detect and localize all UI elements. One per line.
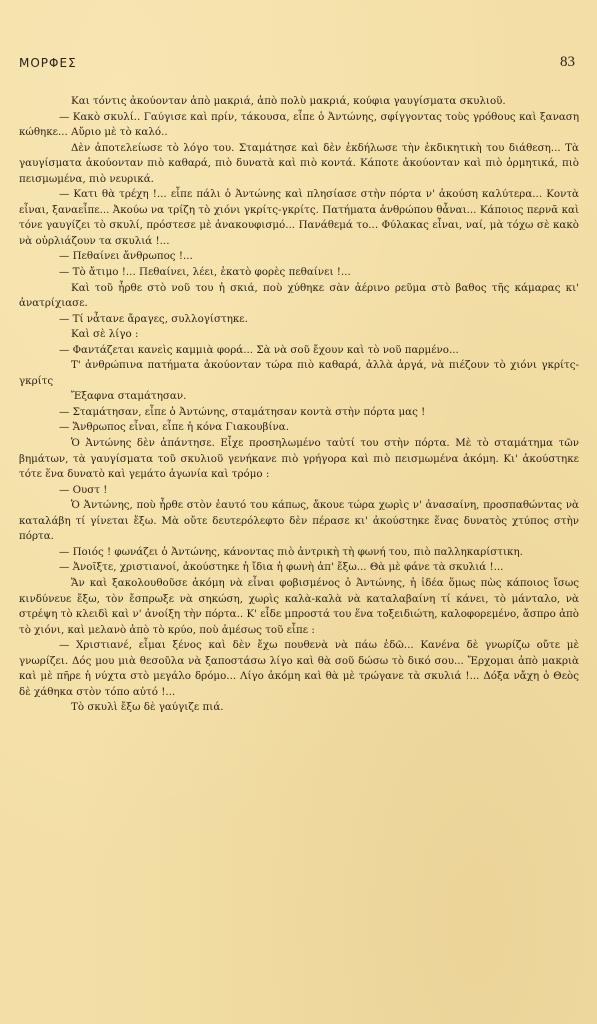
dialogue-line: — Ουστ ! bbox=[59, 483, 108, 496]
running-title: ΜΟΡΦΕΣ bbox=[19, 56, 77, 70]
paragraph: Καὶ τοῦ ἦρθε στὸ νοῦ του ἡ σκιά, ποὺ χύθηκε σὰν ἀέρινο ρεῦμα στὸ βαθος τῆς κάμαρας κι' ἀνατρίχιασε. bbox=[19, 281, 579, 310]
dialogue-line: — Ἄνθρωπος εἶναι, εἶπε ἡ κόνα Γιακουβίνα. bbox=[59, 421, 290, 434]
dialogue-line: — Τί νἆτανε ἄραγες, συλλογίστηκε. bbox=[59, 312, 248, 325]
dialogue-line: — Ἀνοῖξτε, χριστιανοί, ἀκούστηκε ἡ ἴδια ἡ φωνὴ ἀπ' ἔξω... Θὰ μὲ φάνε τὰ σκυλιά !... bbox=[59, 561, 504, 574]
dialogue-line: — Σταμάτησαν, εἶπε ὁ Ἀντώνης, σταμάτησαν κοντὰ στὴν πόρτα μας ! bbox=[59, 405, 426, 418]
paragraph: Ἔξαφνα σταμάτησαν. bbox=[71, 390, 187, 403]
body-text bbox=[19, 94, 579, 716]
dialogue-line: — Φαντάζεται κανεὶς καμμιὰ φορά... Σὰ νὰ σοῦ ἔχουν καὶ τὸ νοῦ παρμένο... bbox=[59, 343, 459, 356]
paragraph: Και τόντις ἀκούονταν ἀπὸ μακριά, ἀπὸ πολὺ μακριά, κούφια γαυγίσματα σκυλιοῦ. bbox=[71, 95, 506, 107]
page-header bbox=[19, 56, 579, 76]
paragraph: Ὁ Ἀντώνης, ποὺ ἦρθε στὸν ἑαυτό του κάπως, ἄκουε τώρα χωρὶς ν' ἀνασαίνη, προσπαθώντας νὰ καταλάβη τί γίνεται ἔξω. Μὰ οὔτε δευτερόλεφτο δὲν πέρασε κι' ἀκούστηκε ἕνας δυνατὸς χτύπος στὴν πόρτα. bbox=[19, 499, 579, 543]
dialogue-line: — Κακὸ σκυλί.. Γαύγισε καὶ πρίν, τάκουσα, εἶπε ὁ Ἀντώνης, σφίγγοντας τοὺς γρόθους καὶ ξαναση κώθηκε... Αὔριο μὲ τὸ καλό.. bbox=[19, 110, 579, 139]
paragraph: Τ' ἀνθρώπινα πατήματα ἀκούονταν τώρα πιὸ καθαρά, ἀλλὰ ἀργά, νὰ πιέζουν τὸ χιόνι γκρίτς-γκρίτς bbox=[19, 359, 579, 387]
dialogue-line: — Πεθαίνει ἄνθρωπος !... bbox=[59, 250, 193, 263]
dialogue-line: — Τὸ ἄτιμο !... Πεθαίνει, λέει, ἑκατὸ φορὲς πεθαίνει !... bbox=[59, 266, 351, 279]
dialogue-line: — Κατι θὰ τρέχη !... εἶπε πάλι ὁ Ἀντώνης καὶ πλησίασε στὴν πόρτα ν' ἀκούση καλύτερα... Κοντὰ εἶναι, ξαναεἶπε... Ἀκούω να τρίζη τὸ χιόνι γκρίτς-γκρίτς. Πατήματα ἀνθρώπου θἆναι... Κάποιος περνᾶ καὶ τόνε γαυγίζει τὸ σκυλί, πρόστεσε μὲ ἀνακουφισμό... Πανάθεμά το... Φύλακας εἶναι, ναί, μὰ τόχω σὲ κακὸ νὰ οὐρλιάζουν τα σκυλιά !... bbox=[19, 188, 579, 247]
page-number: 83 bbox=[560, 54, 575, 70]
paragraph: Τὸ σκυλὶ ἔξω δὲ γαύγιζε πιά. bbox=[71, 701, 224, 714]
dialogue-line: — Χριστιανέ, εἶμαι ξένος καὶ δὲν ἔχω πουθενὰ νὰ πάω ἐδῶ... Κανένα δὲ γνωρίζω οὔτε μὲ γνωρίζει. Δός μου μιὰ θεσοῦλα νὰ ξαποστάσω λίγο καὶ θὰ σοῦ δώσω τὸ δικό σου... Ἔρχομαι ἀπὸ μακριὰ καὶ μὲ πῆρε ἡ νύχτα στὸ μεγάλο δρόμο... Λίγο ἀκόμη καὶ θὰ μὲ τρώγανε τὰ σκυλιά !... Δόξα νἄχη ὁ Θεὸς δὲ χάθηκα στὸν τόπο αὐτό !... bbox=[19, 639, 579, 698]
dialogue-line: — Ποιός ! φωνάζει ὁ Ἀντώνης, κάνοντας πιὸ ἀντρικὴ τὴ φωνή του, πιὸ παλληκαρίστικη. bbox=[59, 545, 523, 558]
paragraph: Ἄν καὶ ξακολουθοῦσε ἀκόμη νὰ εἶναι φοβισμένος ὁ Ἀντώνης, ἡ ἰδέα ὅμως πὼς κάποιος ἴσως κινδύνευε ἔξω, τὸν ἔσπρωξε νὰ σηκώση, χωρὶς καλὰ-καλὰ νὰ καταλαβαίνη τί κάνει, τὸ μάνταλο, νὰ στρέψη τὸ κλειδὶ καὶ ν' ἀνοίξη τὴν πόρτα.. Κ' εἶδε μπροστά του ἕνα τοξειδιώτη, καλοφορεμένο, ἄσπρο ἀπὸ τὸ χιόνι, καὶ μελανὸ ἀπὸ τὸ κρύο, ποὺ ἀμέσως τοῦ εἶπε : bbox=[19, 576, 579, 636]
paragraph: Δὲν ἀποτελείωσε τὸ λόγο του. Σταμάτησε καὶ δὲν ἐκδήλωσε τὴν ἐκδικητικὴ του διάθεση... Τὰ γαυγίσματα ἀκούονταν πιὸ καθαρά, πιὸ δυνατὰ καὶ πιὸ κοντά. Κάποτε ἀκούονταν καὶ πιὸ ὁρμητικά, πιὸ πεισμωμένα, πιὸ νευρικά. bbox=[19, 141, 579, 185]
paragraph: Ὁ Ἀντώνης δὲν ἀπάντησε. Εἶχε προσηλωμένο ταὐτί του στὴν πόρτα. Μὲ τὸ σταμάτημα τῶν βημάτων, τὰ γαυγίσματα τοῦ σκυλιοῦ γενήκανε πιὸ γρήγορα καὶ πιὸ πεισμωμένα ἀκόμη. Κι' ἀκούστηκε τότε ἕνα δυνατὸ καὶ γεμάτο ἀγωνία καὶ τρόμο : bbox=[19, 437, 579, 481]
paragraph: Καὶ σὲ λίγο : bbox=[71, 328, 139, 341]
